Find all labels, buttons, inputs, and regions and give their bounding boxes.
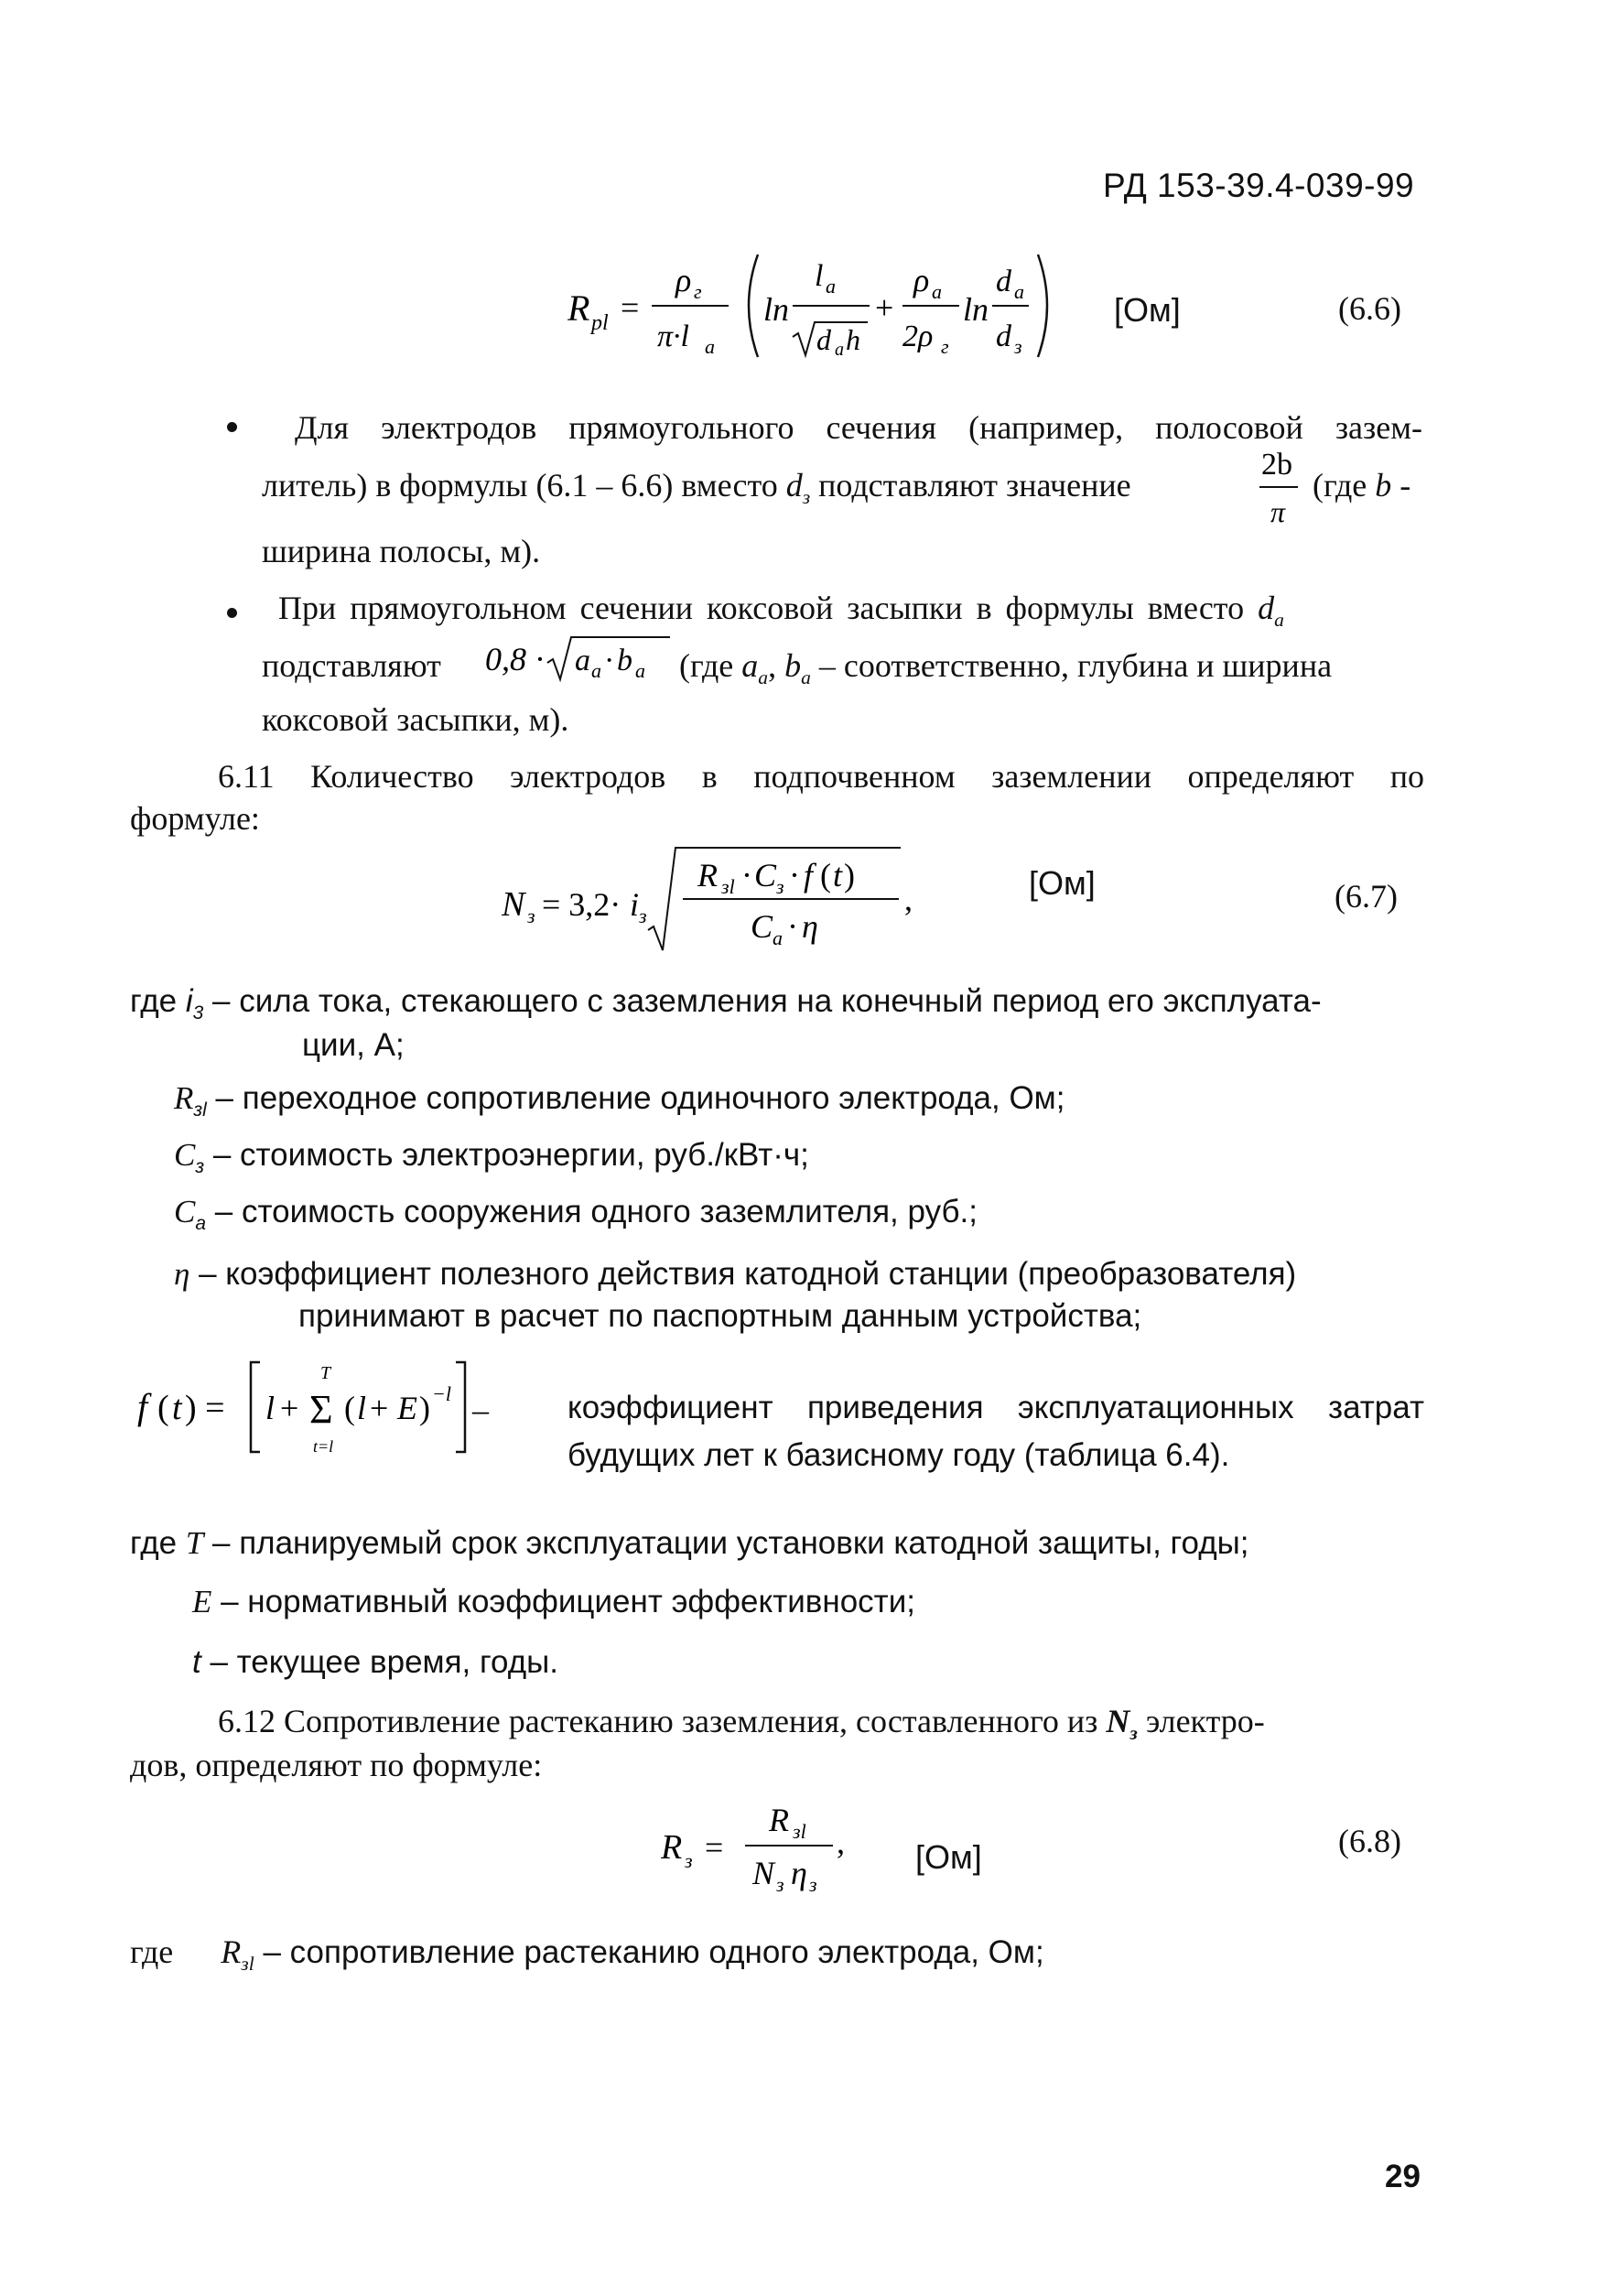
bullet-2-line-2-end: (где $a_a$, $b_a$ – соответственно, глубина и ширина [679,647,1333,689]
svg-text:(: ( [820,857,831,893]
section-6-11-line-1: 6.11 Количество электродов в подпочвенном заземлении определяют по [218,758,1424,795]
formula-6-7 [502,835,923,954]
svg-text:C: C [754,857,777,893]
svg-text:+: + [370,1390,389,1426]
svg-text:ρ: ρ [675,262,692,298]
svg-text:+: + [875,289,894,326]
formula-6-6 [567,245,1080,364]
section-6-12-line-1: 6.12 Сопротивление растеканию заземления, составленного из $N_з$ электро- [218,1703,1265,1745]
formula-6-8 [661,1792,881,1902]
svg-text:N: N [752,1855,775,1891]
svg-text:–: – [472,1392,489,1428]
page-number: 29 [1385,2159,1421,2194]
bullet-1-line-1: Для электродов прямоугольного сечения (например, полосовой зазем- [295,409,1422,446]
section-6-11-line-2: формуле: [130,800,260,837]
def-E: E – нормативный коэффициент эффективности; [192,1584,915,1619]
def-i3-line-2: ции, А; [302,1027,405,1063]
svg-text:з: з [1014,335,1022,358]
svg-text:(: ( [344,1390,355,1426]
def-r31-spreading: где $R_{зl}$ – сопротивление растеканию одного электрода, Ом; [130,1933,1044,1976]
svg-text:i: i [630,886,640,923]
section-6-12-line-2: дов, определяют по формуле: [130,1747,543,1783]
formula-0-8-sqrt [483,630,675,688]
svg-text:a: a [835,340,844,360]
svg-text:π: π [1270,495,1286,528]
svg-text:зl: зl [793,1820,806,1843]
svg-text:= 3,2·: = 3,2· [542,886,621,923]
def-i3-line-1: где $i_3$ – сила тока, стекающего с заземления на конечный период его эксплуата- [130,983,1322,1023]
svg-text:a: a [635,659,645,682]
svg-text:з: з [685,1849,693,1872]
svg-text:з: з [527,904,535,927]
def-eta-line-1: η – коэффициент полезного действия катодной станции (преобразователя) [174,1256,1297,1292]
svg-text:t=l: t=l [313,1437,334,1456]
svg-text:C: C [751,908,773,945]
bullet-1-marker [227,422,237,432]
svg-text:(: ( [157,1389,169,1427]
svg-text:R: R [567,287,590,329]
svg-text:·: · [789,857,800,893]
svg-text:E: E [397,1390,417,1426]
svg-text:a: a [705,335,715,358]
def-c3: $C_з$ – стоимость электроэнергии, руб./кВт·ч; [174,1137,809,1177]
svg-text:T: T [320,1363,331,1383]
svg-text:a: a [932,280,942,303]
svg-text:a: a [591,659,601,682]
bullet-2-line-1: При прямоугольном сечении коксовой засыпки в формулы вместо $d_a$ [278,590,1284,632]
svg-text:=: = [621,289,640,326]
svg-text:f: f [804,857,814,893]
svg-text:): ) [419,1390,430,1426]
svg-text:2b: 2b [1261,448,1292,482]
svg-text:з: з [809,1873,817,1896]
svg-text:η: η [802,908,818,945]
def-t: t – текущее время, годы. [192,1644,558,1680]
bullet-2-line-3: коксовой засыпки, м). [262,701,569,738]
formula-6-8-number: (6.8) [1338,1823,1401,1859]
def-ca: $C_a$ – стоимость сооружения одного заземлителя, руб.; [174,1194,978,1234]
svg-text:d: d [996,265,1011,298]
svg-text:h: h [846,323,860,356]
svg-text:2ρ: 2ρ [902,319,934,353]
svg-text:a: a [1014,280,1024,303]
bullet-2-marker [227,608,237,618]
formula-6-6-unit: [Ом] [1114,291,1181,329]
svg-text:=: = [705,1829,724,1866]
svg-text:Σ: Σ [309,1387,333,1432]
bullet-1-line-2-end: (где b - [1313,467,1411,504]
svg-text:d: d [996,319,1011,353]
svg-text:t: t [833,857,843,893]
svg-text:0,8: 0,8 [485,641,526,677]
svg-text:l: l [265,1390,276,1426]
svg-text:l: l [815,259,824,293]
formula-2b-over-pi [1258,447,1303,535]
svg-text:·: · [604,644,615,677]
svg-text:з: з [776,1873,784,1896]
def-r31: $R_{зl}$ – переходное сопротивление одиночного электрода, Ом; [174,1080,1065,1121]
svg-text:+: + [280,1390,299,1426]
svg-text:з: з [639,904,647,927]
svg-text:R: R [697,857,718,893]
svg-text:a: a [575,644,590,677]
svg-text:pl: pl [591,311,609,335]
svg-text:): ) [844,857,855,893]
formula-f-t [130,1346,569,1465]
svg-text:г: г [941,335,949,358]
svg-text:R: R [769,1802,789,1838]
svg-text:N: N [502,885,525,924]
svg-text:π·l: π·l [657,319,689,353]
svg-text:зl: зl [721,875,735,898]
svg-text:a: a [773,926,783,949]
def-T: где T – планируемый срок эксплуатации установки катодной защиты, годы; [130,1525,1249,1561]
svg-text:t: t [172,1389,182,1427]
formula-6-8-unit: [Ом] [915,1838,982,1876]
svg-text:ρ: ρ [913,262,930,298]
bullet-1-line-2: литель) в формулы (6.1 – 6.6) вместо $d_з$ подставляют значение [262,467,1131,509]
svg-text:R: R [661,1828,683,1867]
svg-text:d: d [816,323,831,356]
svg-text:−l: −l [432,1382,451,1405]
svg-text:,: , [837,1824,845,1860]
def-ft-line-2: будущих лет к базисному году (таблица 6.4). [567,1437,1230,1473]
svg-text:·: · [741,857,752,893]
svg-text:·: · [535,641,546,677]
document-code: РД 153-39.4-039-99 [1103,167,1415,204]
svg-text:l: l [357,1390,367,1426]
def-eta-line-2: принимают в расчет по паспортным данным устройства; [298,1298,1142,1334]
formula-6-7-unit: [Ом] [1029,864,1096,902]
formula-6-6-number: (6.6) [1338,290,1401,327]
svg-text:ln: ln [763,291,790,328]
svg-text:b: b [617,644,632,677]
svg-text:f: f [137,1386,148,1427]
svg-text:г: г [694,280,702,303]
svg-text:) =: ) = [185,1389,225,1427]
svg-text:η: η [791,1855,807,1891]
svg-text:ln: ln [963,291,989,328]
svg-text:a: a [826,275,836,298]
bullet-1-line-3: ширина полосы, м). [262,533,541,569]
formula-6-7-number: (6.7) [1335,878,1398,915]
bullet-2-line-2: подставляют [262,647,441,684]
def-ft-line-1: коэффициент приведения эксплуатационных затрат [567,1390,1424,1425]
svg-text:з: з [776,875,784,898]
svg-text:,: , [904,881,913,917]
svg-text:·: · [787,908,798,945]
